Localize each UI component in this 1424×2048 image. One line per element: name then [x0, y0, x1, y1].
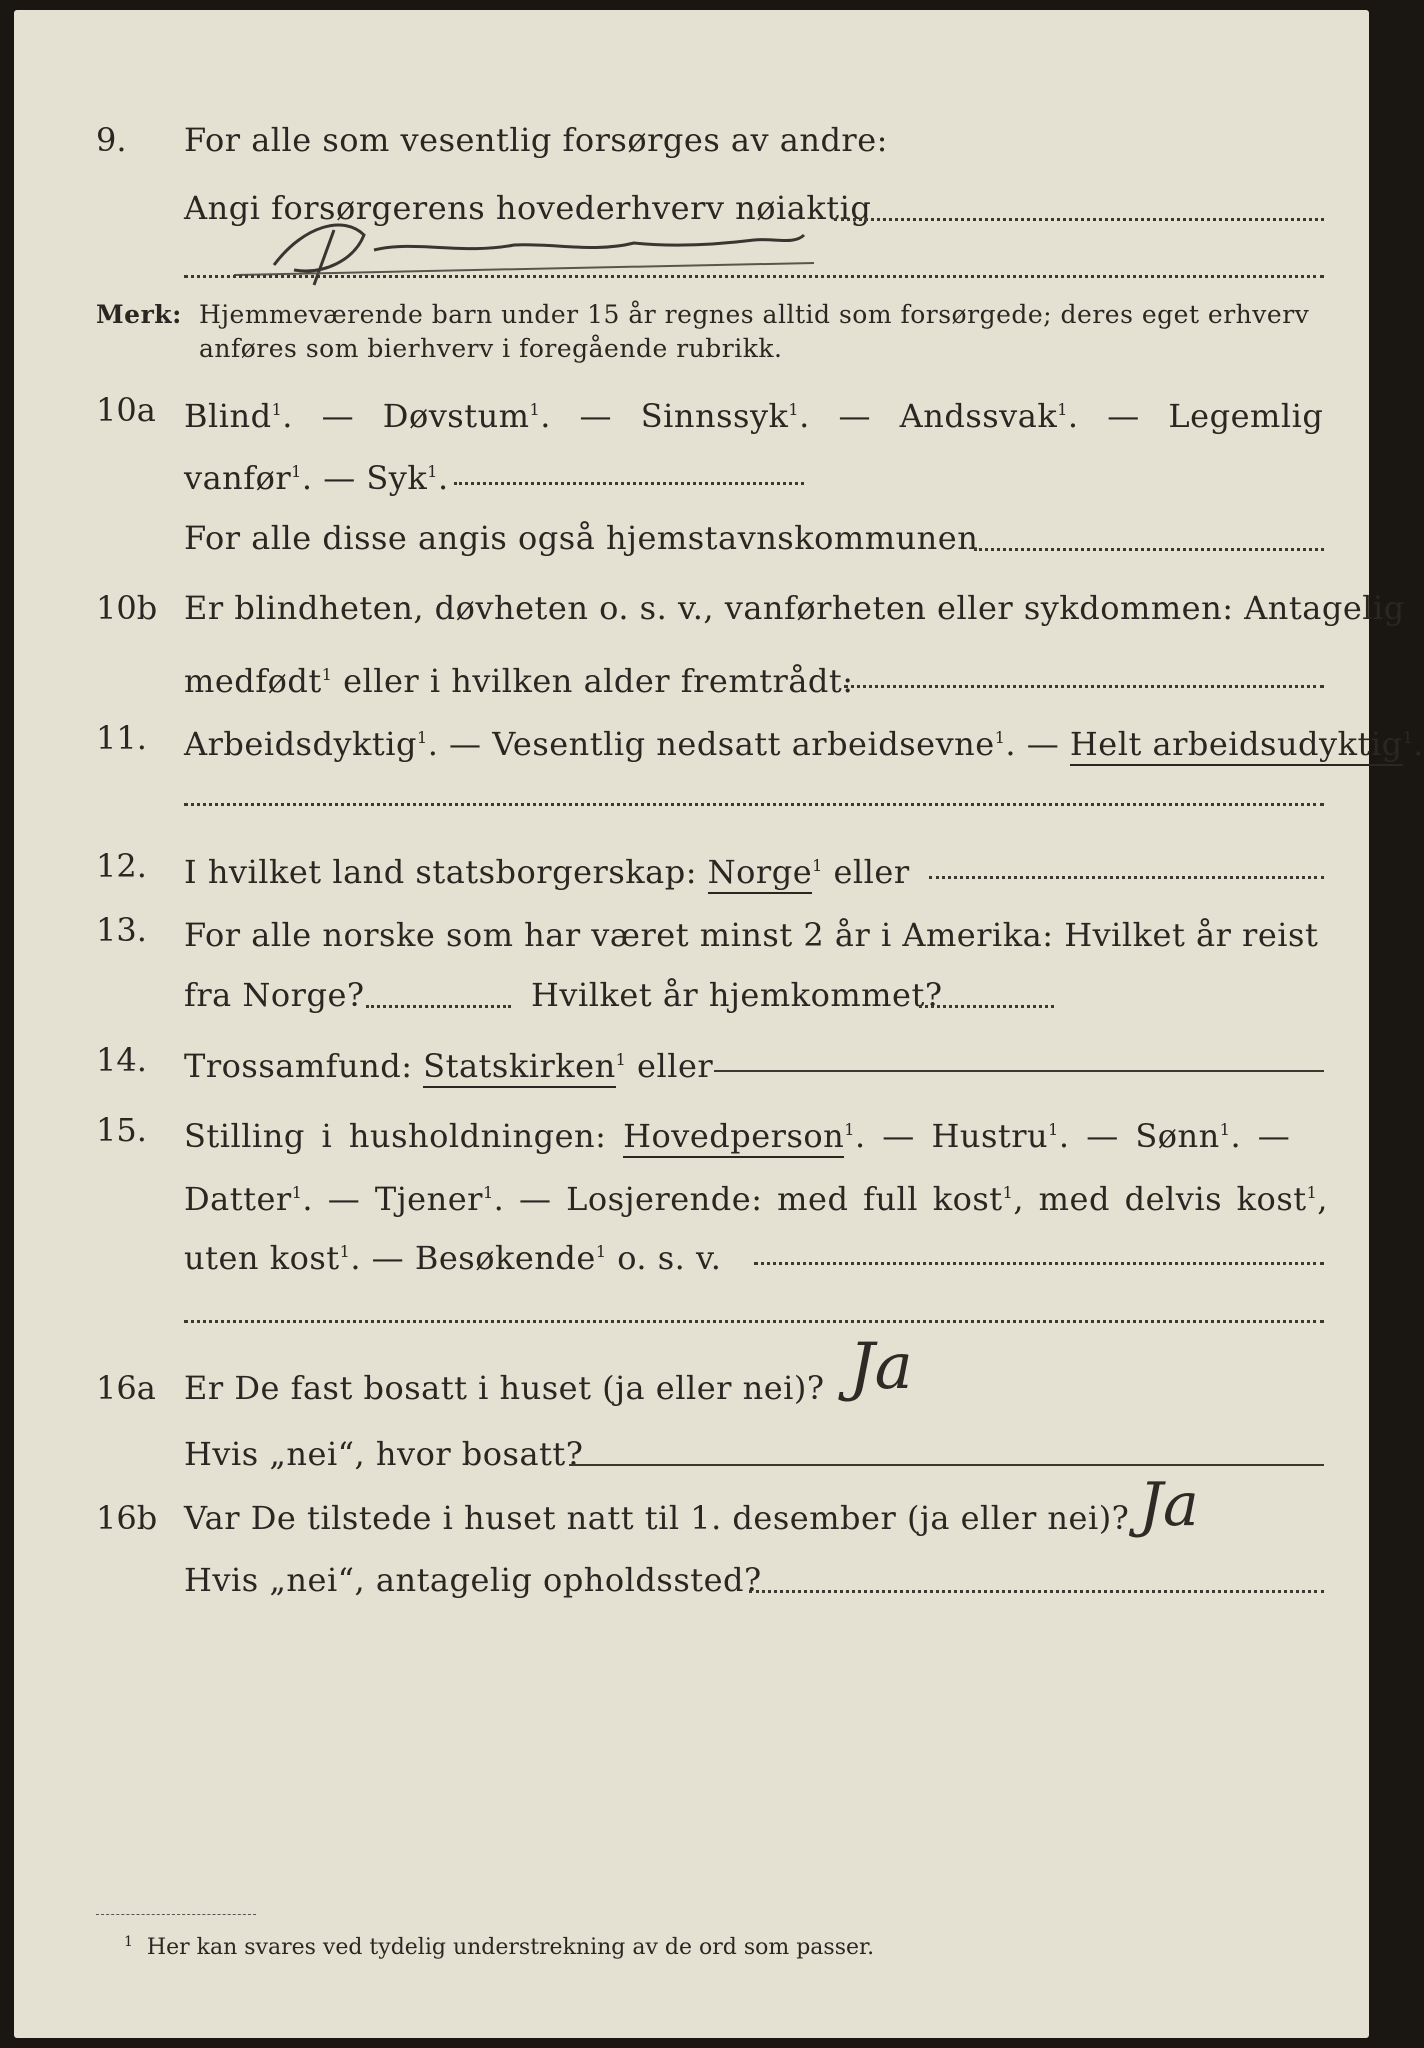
q14-number: 14. [96, 1041, 147, 1079]
q16b-line2: Hvis „nei“, antagelig opholdssted? [184, 1561, 762, 1599]
q16a-answer-line [569, 1464, 1324, 1466]
opt-statskirken-underlined: Statskirken [423, 1047, 616, 1088]
q10a-dotted-line-2 [974, 548, 1324, 551]
opt-norge-underlined: Norge [708, 853, 812, 894]
q10b-number: 10b [96, 589, 158, 627]
q15-line3: uten kost$^1$. — Besøkende$^1$ o. s. v. [184, 1239, 722, 1277]
q10b-line1: Er blindheten, døvheten o. s. v., vanførheten eller sykdommen: Antagelig [184, 589, 1405, 627]
handwritten-occupation-signature [214, 205, 834, 295]
opt-legemlig: Legemlig [1168, 397, 1324, 435]
q13-line2a: fra Norge? [184, 976, 365, 1014]
q16a-number: 16a [96, 1369, 156, 1407]
q13-line2b: Hvilket år hjemkommet? [531, 976, 943, 1014]
q16b-line1: Var De tilstede i huset natt til 1. desember (ja eller nei)? [184, 1499, 1130, 1537]
q9-line1: For alle som vesentlig forsørges av andre: [184, 121, 888, 159]
q10a-line1: Blind$^1$. — Døvstum$^1$. — Sinnssyk$^1$. — Andssvak$^1$. — Legemlig [184, 397, 1324, 435]
q10a-line3: For alle disse angis også hjemstavnskommunen [184, 519, 979, 557]
q15-dotted-line-2 [184, 1320, 1324, 1323]
q14-line: Trossamfund: Statskirken$^1$ eller [184, 1040, 713, 1086]
opt-sinnssyk: Sinnssyk [640, 397, 789, 435]
q15-line1: Stilling i husholdningen: Hovedperson$^1$. — Hustru$^1$. — Sønn$^1$. — [184, 1110, 1290, 1156]
merk-line1: Hjemmeværende barn under 15 år regnes alltid som forsørgede; deres eget erhverv [199, 300, 1310, 329]
q12-line: I hvilket land statsborgerskap: Norge$^1$ eller [184, 846, 910, 892]
q16b-number: 16b [96, 1499, 158, 1537]
q10a-line2: vanfør$^1$. — Syk$^1$. [184, 459, 449, 497]
q11-number: 11. [96, 719, 147, 757]
q16a-line2: Hvis „nei“, hvor bosatt? [184, 1435, 584, 1473]
q9-line2: Angi forsørgerens hovederhverv nøiaktig [184, 189, 872, 227]
merk-label: Merk: [96, 300, 182, 329]
q10a-dotted-line-1 [454, 482, 804, 485]
q10a-number: 10a [96, 391, 156, 429]
q10b-line2: medfødt$^1$ eller i hvilken alder fremtrådt: [184, 662, 854, 700]
opt-helt-arbeidsudyktig-underlined: Helt arbeidsudyktig [1070, 725, 1403, 766]
footnote-rule [96, 1914, 256, 1915]
q16a-handwritten-answer: Ja [849, 1330, 913, 1404]
q9-dotted-line [834, 218, 1324, 221]
q12-number: 12. [96, 847, 147, 885]
q9-answer-line [184, 275, 1324, 278]
opt-nedsatt: Vesentlig nedsatt arbeidsevne [492, 725, 995, 763]
q14-answer-line [714, 1070, 1324, 1072]
merk-line2: anføres som bierhverv i foregående rubrikk. [199, 334, 783, 363]
q10b-dotted-line [844, 685, 1324, 688]
opt-hovedperson-underlined: Hovedperson [623, 1117, 844, 1158]
opt-dovstum: Døvstum [382, 397, 530, 435]
q16b-handwritten-answer: Ja [1139, 1470, 1199, 1540]
footnote: $^1$ Her kan svares ved tydelig understrekning av de ord som passer. [124, 1934, 875, 1960]
q11-line: Arbeidsdyktig$^1$. — Vesentlig nedsatt arbeidsevne$^1$. — Helt arbeidsudyktig$^1$. [184, 718, 1424, 764]
q15-line2: Datter$^1$. — Tjener$^1$. — Losjerende: med full kost$^1$, med delvis kost$^1$, [184, 1180, 1328, 1218]
opt-andssvak: Andssvak [899, 397, 1058, 435]
q11-dotted-line [184, 803, 1324, 806]
opt-vanfor: vanfør [184, 459, 292, 497]
q13-number: 13. [96, 911, 147, 949]
opt-blind: Blind [184, 397, 272, 435]
opt-medfodt: medfødt [184, 662, 322, 700]
footnote-text: Her kan svares ved tydelig understrekning av de ord som passer. [146, 1935, 875, 1960]
q13-dotted-line-2 [919, 1005, 1054, 1008]
q16a-line1: Er De fast bosatt i huset (ja eller nei)? [184, 1369, 825, 1407]
q15-number: 15. [96, 1111, 147, 1149]
opt-arbeidsdyktig: Arbeidsdyktig [184, 725, 417, 763]
opt-syk: Syk [366, 459, 428, 497]
census-form-page [14, 10, 1424, 2038]
q12-dotted-line [929, 876, 1324, 879]
q9-number: 9. [96, 121, 127, 159]
q13-dotted-line-1 [366, 1005, 511, 1008]
q15-dotted-line-1 [754, 1262, 1324, 1265]
q16b-dotted-line [749, 1590, 1324, 1593]
q13-line1: For alle norske som har været minst 2 år i Amerika: Hvilket år reist [184, 916, 1319, 954]
